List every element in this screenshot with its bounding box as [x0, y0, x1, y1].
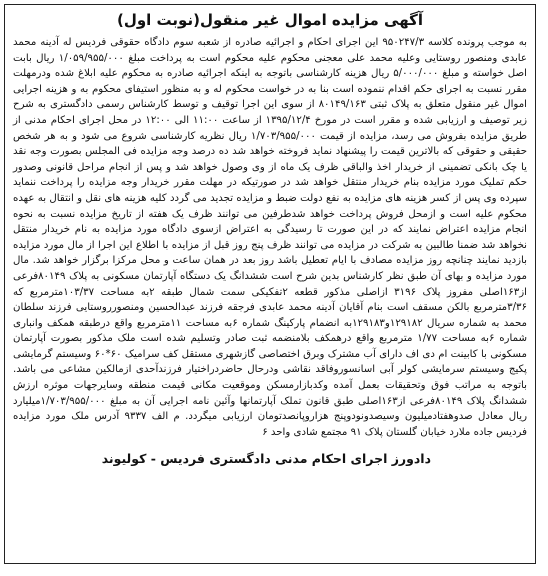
auction-notice	[4, 4, 536, 564]
notice-title: آگهی مزایده اموال غیر منقول(نوبت اول)	[116, 11, 424, 29]
notice-signature: دادورز اجرای احکام مدنی دادگستری فردیس - کولیوند	[101, 451, 431, 467]
notice-body: به موجب پرونده کلاسه ۹۵۰۲۴۷/۳ این اجرای احکام و اجرائیه صادره از شعبه سوم دادگاه حقوقی فردیس له آدینه محمد عابدی ومنصور روستایی وعلیه محمد علی معجنی محکوم علیه محکوم است به پرداخت مبلغ ۱/۰۵۹/۹۵۵/۰۰۰ ریال بابت اصل خواسته و مبلغ ۵/۰۰۰/۰۰۰ ریال هزینه کارشناسی باتوجه به اینکه اجرائیه صادره به محکوم علیه ابلاغ شده ودرمهلت مقرر نسبت به اجرای حکم اقدام ننموده است بنا به در خواست محکوم له و به منظور استیفای محکوم به و هزینه اجرایی اموال غیر منقول متعلق به پلاک ثبتی ۸۰۱۴۹/۱۶۳ از سوی این اجرا توقیف و توسط کارشناس رسمی دادگستری به شرح زیر توصیف و ارزیابی شده و مقرر است در مورخ ۱۳۹۵/۱۲/۴ از ساعت ۱۱:۰۰ الی ۱۲:۰۰ در محل اجرای احکام مدنی از طریق مزایده بفروش می رسد، مزایده از قیمت ۱/۷۰۳/۹۵۵/۰۰۰ ریال نظریه کارشناسی شروع می شود و به هر شخص حقیقی و حقوقی که بالاترین قیمت را پیشنهاد نماید فروخته خواهد شد ده درصد وجه مزایده فی المجلس بصورت وجه نقد یا چک بانکی تضمینی از خریدار اخذ والباقی ظرف یک ماه از وی وصول خواهد شد و پس از انجام مراحل قانونی وصدور حکم تملیک مورد مزایده بنام خریدار منتقل خواهد شد در صورتیکه در مهلت مقرر خریدار وجه مزایده را پرداخت ننماید سپرده وی پس از کسر هزینه های مزایده به نفع دولت ضبط و مزایده تجدید می گردد کلیه هزینه های نقل و انتقال به عهده محکوم علیه است و ازمحل فروش پرداخت خواهد شدطرفین می توانند ظرف یک هفته از تاریخ مزایده نسبت به نحوه انجام مزایده اعتراض نمایند که در این صورت تا رسیدگی به اعتراض ازسوی دادگاه مورد مزایده به نام خریدار منتقل نخواهد شد ضمنا طالبین به شرکت در مزایده می توانند ظرف پنج روز قبل از مزایده با اطلاع این اجرا از مال مورد مزایده بازدید نمایند چنانچه روز مزایده مصادف با ایام تعطیل باشد روز بعد در همان ساعت و محل مرکزا برگزار خواهد شد. مال مورد مزایده و بهای آن طبق نظر کارشناس بدین شرح است ششدانگ یک دستگاه آپارتمان مسکونی به پلاک ۸۰۱۴۹فرعی از۱۶۳اصلی مفروز پلاک ۳۱۹۶ ازاصلی مذکور قطعه ۲تفکیکی سمت شمال طبقه ۲به مساحت ۱۰۳/۳۷مترمربع که ۳/۳۶مترمربع بالکن مسقف است بنام آقایان آدینه محمد عابدی فرجقه فرزند عبدالحسین ومنصورروستایی فرزند سلطان محمد به شماره سریال ۱۲۹۱۸۲و۱۲۹۱۸۳به انضمام پارکینگ شماره ۶به مساحت ۱۱مترمربع واقع درطبقه همکف وانباری شماره ۶به مساحت ۱/۷۷ مترمربع واقع درهمکف بلامنضمه ثبت صادر وتسلیم شده است ملک مذکور بصورت آپارتمان مسکونی با کابینت ام دی اف دارای آب مشترک وبرق اختصاصی گازشهری مستقل کف سرامیک ۶۰*۶۰ وسیستم گرمایشی پکیج وسیستم سرمایشی کولر آبی اسانسوروفاقد نقاشی ودرحال حاضردراختیار فرزندآحدی ازمالکین مشاعی می باشد. باتوجه به مراتب فوق وتحقیقات بعمل آمده وکدبازارمسکن وموقعیت مکانی قیمت منطقه وسایرجهات موثره ارزش ششدانگ پلاک ۸۰۱۴۹فرعی از۱۶۳اصلی طبق قانون تملک آپارتمانها وآئین نامه اجرایی آن به مبلغ ۱/۷۰۳/۹۵۵/۰۰۰میلیارد ریال معادل صدوهفتادمیلیون وسیصدونودوپنج هزاروپانصدتومان ارزیابی میگردد. م الف ۹۳۳۷ آدرس ملک مورد مزایده فردیس جاده ملارد خیابان گلستان پلاک ۹۱ مجتمع شادی واحد ۶	[13, 37, 528, 438]
